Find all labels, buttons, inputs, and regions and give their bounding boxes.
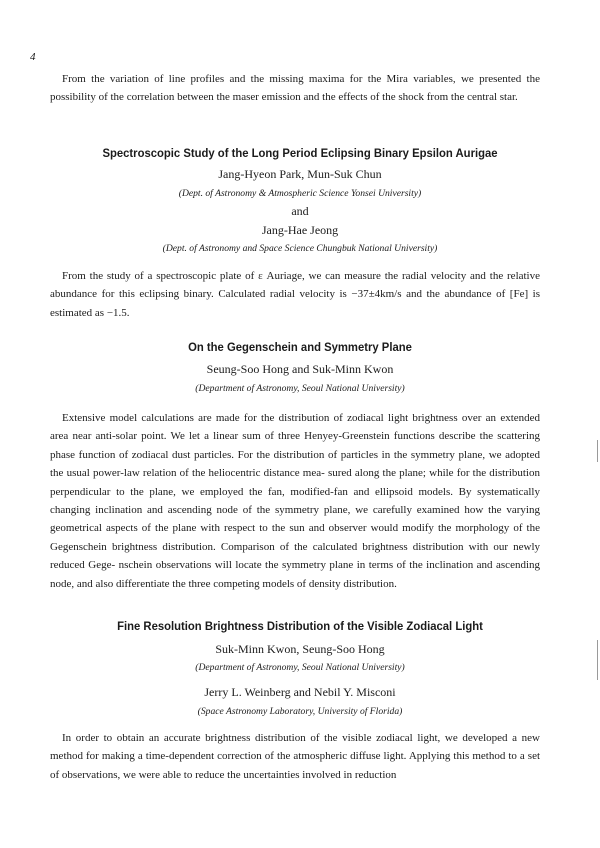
abstract-paragraph — [50, 409, 540, 593]
paper-title: Fine Resolution Brightness Distribution of the Visible Zodiacal Light — [117, 619, 483, 633]
paragraph-line: modified-fan and ellipsoid models. By systematically changing inclination and ascending node of — [50, 485, 540, 517]
affiliation: (Space Astronomy Laboratory, University of Florida) — [197, 706, 403, 717]
author-names: Jang-Hyeon Park, Mun-Suk Chun — [218, 167, 382, 181]
author-names: Jang-Hae Jeong — [261, 223, 339, 237]
paragraph-line: the central star. — [450, 91, 518, 104]
paragraph-line: sured along the plane; while for the distribution perpendicular to the plane, we employed the fan, — [50, 467, 540, 498]
paragraph-line: nschein observations will locate the symmetry plane in terms of the inclination and ascending — [118, 559, 541, 572]
paragraph-line: the relative abundance for this eclipsing binary. Calculated radial velocity is −37±4km/s and the — [50, 270, 540, 301]
abstract-paragraph — [50, 729, 540, 784]
author-names: Jerry L. Weinberg and Nebil Y. Misconi — [204, 685, 396, 699]
intro-paragraph — [50, 70, 540, 107]
paragraph-line: the symmetry plane, we carefully examined how the varying geometrical aspects of the plane — [50, 504, 540, 535]
paper-title: On the Gegenschein and Symmetry Plane — [188, 340, 412, 354]
paragraph-line: in the symmetry plane, we adopted the usual power-law relation of the heliocentric distance mea- — [50, 448, 540, 480]
paragraph-line: node, and also differentiate the three competing models of density distribution. — [50, 577, 397, 590]
paragraph-line: extended area near anti-solar point. We let a linear sum of three Henyey-Greenstein functions — [50, 412, 541, 443]
paragraph-line: distribution. Comparison of the calculated brightness distribution with our newly reduced Gege- — [50, 540, 541, 572]
paragraph-line: a new method for making a time-dependent correction of the atmospheric diffuse light. Applying — [50, 732, 540, 763]
affiliation: (Dept. of Astronomy and Space Science Chungbuk National University) — [162, 243, 438, 254]
paragraph-line: From the variation of line profiles and the missing maxima for the Mira variables, we presented — [62, 73, 522, 85]
affiliation: (Department of Astronomy, Seoul National University) — [195, 383, 405, 394]
scan-edge-mark — [597, 640, 598, 680]
scan-edge-mark — [597, 440, 598, 462]
page-number: 4 — [30, 51, 36, 63]
paragraph-line: In order to obtain an accurate brightness distribution of the visible zodiacal light, we developed — [62, 732, 508, 744]
affiliation: (Dept. of Astronomy & Atmospheric Science Yonsei University) — [178, 188, 422, 199]
author-names: Seung-Soo Hong and Suk-Minn Kwon — [206, 362, 394, 376]
paper-title: Spectroscopic Study of the Long Period Eclipsing Binary Epsilon Aurigae — [102, 146, 498, 160]
author-names: Suk-Minn Kwon, Seung-Soo Hong — [215, 642, 385, 656]
author-connector: and — [291, 204, 309, 218]
paragraph-line: with respect to the sun and observer would modify the morphology of the Gegenschein brightness — [50, 522, 540, 553]
paragraph-line: the possibility of the correlation between the maser emission and the effects of the shock from — [50, 73, 540, 104]
paragraph-line: abundance of [Fe] is estimated as −1.5. — [50, 288, 541, 319]
paragraph-line: this method to a set of observations, we were able to reduce the uncertainties involved in reduction — [50, 750, 541, 781]
affiliation: (Department of Astronomy, Seoul National University) — [195, 662, 405, 673]
abstract-paragraph — [50, 267, 540, 322]
paragraph-line: describe the scattering phase function of zodiacal dust particles. For the distribution of particles — [50, 430, 540, 461]
paragraph-line: Extensive model calculations are made for the distribution of zodiacal light brightness over an — [62, 412, 497, 424]
paragraph-line: From the study of a spectroscopic plate of ε Auriage, we can measure the radial velocity and — [62, 270, 486, 282]
